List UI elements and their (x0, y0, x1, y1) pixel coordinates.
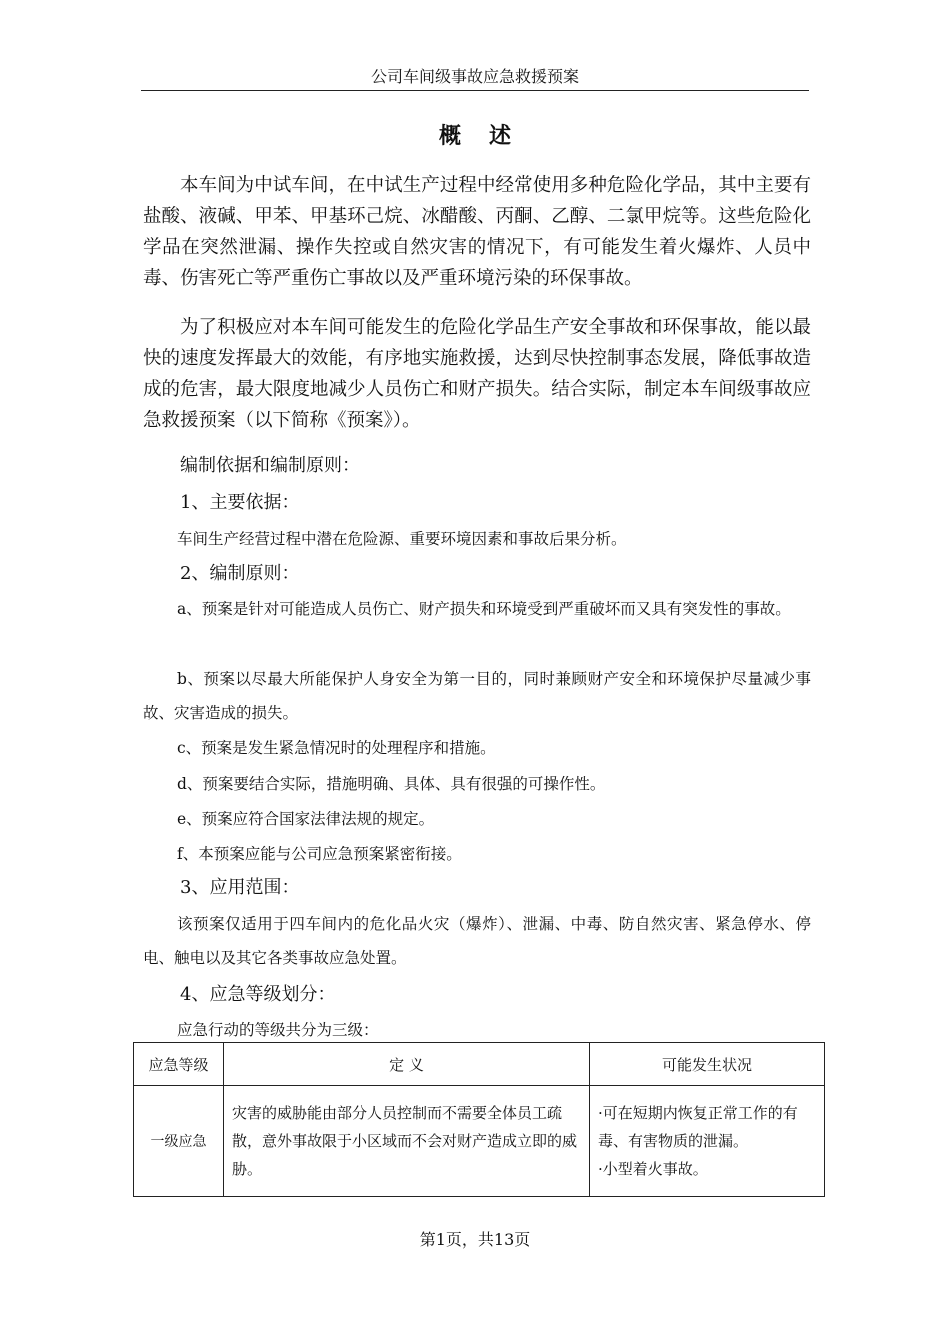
principle-b: b、预案以尽最大所能保护人身安全为第一目的，同时兼顾财产安全和环境保护尽量减少事故、灾害造成的损失。 (143, 670, 811, 722)
section-4-text: 应急行动的等级共分为三级： (177, 1021, 379, 1039)
cell-definition: 灾害的威胁能由部分人员控制而不需要全体员工疏散，意外事故限于小区域而不会对财产造成立即的威胁。 (224, 1086, 590, 1197)
basis-heading: 编制依据和编制原则： (180, 455, 360, 476)
page-header: 公司车间级事故应急救援预案 (141, 66, 809, 91)
header-level: 应急等级 (134, 1043, 224, 1086)
principle-f: f、本预案应能与公司应急预案紧密衔接。 (177, 845, 462, 863)
cell-situation (590, 1086, 825, 1197)
situation-item: ·可在短期内恢复正常工作的有毒、有害物质的泄漏。 (598, 1104, 798, 1150)
page-number: 第1页，共13页 (419, 1230, 531, 1249)
table-row (134, 1086, 825, 1197)
section-3-text: 该预案仅适用于四车间内的危化品火灾（爆炸）、泄漏、中毒、防自然灾害、紧急停水、停电、触电以及其它各类事故应急处置。 (143, 915, 811, 967)
section-1-text: 车间生产经营过程中潜在危险源、重要环境因素和事故后果分析。 (177, 530, 627, 548)
section-4-heading: 4、应急等级划分： (180, 984, 336, 1005)
section-1-heading: 1、主要依据： (180, 492, 300, 513)
section-3-heading: 3、应用范围： (180, 877, 300, 898)
header-situation: 可能发生状况 (590, 1043, 825, 1086)
table-header-row (134, 1043, 825, 1086)
purpose-paragraph: 为了积极应对本车间可能发生的危险化学品生产安全事故和环保事故，能以最快的速度发挥最大的效能，有序地实施救援，达到尽快控制事态发展，降低事故造成的危害，最大限度地减少人员伤亡和财产损失。结合实际，制定本车间级事故应急救援预案（以下简称《预案》）。 (143, 317, 811, 431)
principle-d: d、预案要结合实际，措施明确、具体、具有很强的可操作性。 (177, 775, 606, 793)
principle-a: a、预案是针对可能造成人员伤亡、财产损失和环境受到严重破坏而又具有突发性的事故。 (177, 600, 791, 618)
situation-item: ·小型着火事故。 (598, 1160, 708, 1178)
cell-level: 一级应急 (134, 1086, 224, 1197)
principle-e: e、预案应符合国家法律法规的规定。 (177, 810, 435, 828)
principle-c: c、预案是发生紧急情况时的处理程序和措施。 (177, 739, 496, 757)
header-definition: 定 义 (224, 1043, 590, 1086)
emergency-level-table (133, 1042, 825, 1197)
section-2-heading: 2、编制原则： (180, 563, 300, 584)
intro-paragraph: 本车间为中试车间，在中试生产过程中经常使用多种危险化学品，其中主要有盐酸、液碱、甲苯、甲基环己烷、冰醋酸、丙酮、乙醇、二氯甲烷等。这些危险化学品在突然泄漏、操作失控或自然灾害的情况下，有可能发生着火爆炸、人员中毒、伤害死亡等严重伤亡事故以及严重环境污染的环保事故。 (143, 175, 811, 289)
document-title: 概述 (438, 123, 539, 149)
